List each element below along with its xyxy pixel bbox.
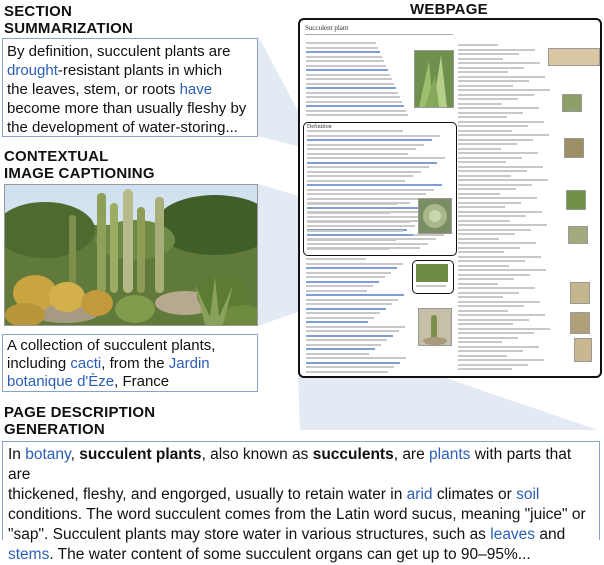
webpage-text-line: [306, 348, 375, 350]
arid-link[interactable]: arid: [406, 486, 433, 503]
webpage-text-line: [458, 76, 545, 78]
webpage-text-line: [307, 239, 396, 241]
webpage-text-line: [306, 258, 366, 260]
webpage-sidebar-image-5: [570, 282, 590, 304]
webpage-text-line: [458, 98, 518, 100]
webpage-text-line: [458, 242, 536, 244]
webpage-sidebar-image-3: [566, 190, 586, 210]
webpage-text-line: [458, 62, 540, 64]
webpage-text-line: [307, 175, 413, 177]
webpage-text-line: [458, 80, 529, 82]
webpage-text-line: [458, 152, 538, 154]
webpage-text-line: [306, 105, 404, 107]
webpage-sidebar-image-2: [564, 138, 584, 158]
webpage-text-line: [307, 171, 421, 173]
webpage-text-line: [307, 225, 393, 227]
webpage-text-line: [306, 362, 400, 364]
webpage-text-line: [307, 198, 387, 200]
webpage-text-line: [307, 221, 410, 223]
description-line-3: conditions. The word succulent comes from the Latin word sucus, meaning "juice" or: [8, 506, 586, 523]
succulent-garden-photo: [4, 184, 258, 326]
webpage-text-line: [306, 285, 373, 287]
webpage-text-line: [306, 114, 408, 116]
webpage-text-line: [306, 303, 392, 305]
webpage-sidebar-image-1: [562, 94, 582, 112]
webpage-text-line: [458, 256, 541, 258]
webpage-text-line: [306, 357, 406, 359]
webpage-text-line: [458, 355, 507, 357]
webpage-text-line: [306, 42, 376, 44]
webpage-text-line: [458, 359, 544, 361]
webpage-text-line: [306, 335, 393, 337]
webpage-text-line: [458, 130, 512, 132]
webpage-text-line: [458, 233, 515, 235]
page-description-box: [2, 441, 600, 563]
webpage-text-line: [458, 188, 516, 190]
webpage-text-line: [306, 276, 385, 278]
webpage-text-line: [307, 166, 429, 168]
webpage-text-line: [307, 144, 424, 146]
summary-line-3: the leaves, stem, or roots have: [7, 81, 213, 98]
webpage-text-line: [458, 296, 503, 298]
jardin-botanique-link[interactable]: botanique d'Èze: [7, 373, 115, 390]
webpage-text-line: [306, 263, 403, 265]
description-callout-wedge: [298, 376, 598, 430]
caption-line-3: botanique d'Èze, France: [7, 373, 170, 390]
webpage-text-line: [458, 337, 518, 339]
webpage-text-line: [458, 211, 542, 213]
webpage-text-line: [306, 65, 386, 67]
webpage-text-line: [458, 103, 502, 105]
webpage-text-line: [458, 161, 506, 163]
webpage-text-line: [307, 162, 437, 164]
webpage-text-line: [306, 290, 367, 292]
webpage-text-line: [458, 350, 523, 352]
webpage-text-line: [458, 319, 529, 321]
webpage-text-line: [307, 193, 426, 195]
webpage-text-line: [458, 179, 548, 181]
webpage-text-line: [458, 305, 524, 307]
webpage-text-line: [458, 125, 528, 127]
webpage-text-line: [307, 243, 406, 245]
webpage-text-line: [306, 308, 386, 310]
webpage-text-line: [458, 251, 504, 253]
webpage-text-line: [458, 116, 507, 118]
summary-line-5: the development of water-storing...: [7, 119, 238, 136]
webpage-text-line: [458, 278, 514, 280]
webpage-text-line: [458, 184, 532, 186]
webpage-text-line: [458, 112, 523, 114]
webpage-text-line: [307, 234, 413, 236]
webpage-text-line: [458, 301, 540, 303]
webpage-text-line: [307, 139, 432, 141]
webpage-text-line: [307, 203, 397, 205]
webpage-text-line: [458, 328, 550, 330]
webpage-text-line: [306, 69, 388, 71]
webpage-text-line: [458, 166, 543, 168]
webpage-text-line: [306, 92, 398, 94]
webpage-text-line: [458, 206, 505, 208]
webpage-text-line: [458, 274, 530, 276]
webpage-desert-image: [548, 48, 600, 66]
botany-link[interactable]: botany: [25, 446, 71, 463]
jardin-link[interactable]: Jardin: [168, 355, 210, 372]
caption-line-1: A collection of succulent plants,: [7, 337, 216, 354]
soil-link[interactable]: soil: [516, 486, 540, 503]
description-line-5: stems. The water content of some succulent organs can get up to 90–95%...: [8, 546, 531, 563]
webpage-text-line: [306, 353, 369, 355]
cacti-link[interactable]: cacti: [70, 355, 102, 372]
webpage-text-line: [307, 153, 408, 155]
webpage-text-line: [306, 344, 381, 346]
webpage-text-line: [306, 281, 379, 283]
webpage-text-line: [458, 139, 533, 141]
webpage-text-line: [458, 265, 509, 267]
contextual-captioning-heading: CONTEXTUAL IMAGE CAPTIONING: [4, 148, 155, 182]
webpage-sidebar-image-4: [568, 226, 588, 244]
webpage-text-line: [307, 180, 405, 182]
webpage-text-line: [458, 310, 508, 312]
webpage-text-line: [458, 224, 547, 226]
webpage-text-line: [458, 229, 531, 231]
webpage-text-line: [458, 323, 513, 325]
webpage-text-line: [306, 60, 384, 62]
webpage-text-line: [458, 368, 512, 370]
webpage-text-line: [458, 364, 528, 366]
webpage-heading: WEBPAGE: [410, 1, 488, 18]
webpage-text-line: [458, 346, 539, 348]
image-caption-box: [2, 334, 258, 392]
stems-link[interactable]: stems: [8, 546, 50, 563]
webpage-text-line: [306, 96, 400, 98]
description-line-1: In botany, succulent plants, also known as succulents, are plants with parts that are: [8, 446, 572, 483]
webpage-text-line: [458, 269, 546, 271]
drought-link[interactable]: drought: [7, 62, 58, 79]
webpage-text-line: [306, 78, 392, 80]
section-summarization-heading: SECTION SUMMARIZATION: [4, 3, 133, 37]
webpage-text-line: [458, 157, 522, 159]
webpage-text-line: [306, 312, 380, 314]
webpage-text-line: [458, 85, 513, 87]
webpage-text-line: [306, 299, 398, 301]
webpage-thumbnail: [298, 18, 602, 378]
description-line-4: "sap". Succulent plants may store water in various structures, such as leaves and: [8, 526, 566, 543]
webpage-text-line: [306, 272, 391, 274]
webpage-agave-image: [418, 198, 452, 234]
webpage-text-line: [307, 216, 400, 218]
webpage-text-line: [458, 44, 498, 46]
webpage-text-line: [306, 339, 387, 341]
caption-line-2: including cacti, from the Jardin: [7, 355, 210, 372]
webpage-text-line: [458, 197, 537, 199]
webpage-text-line: [458, 292, 519, 294]
plants-link[interactable]: plants: [429, 446, 471, 463]
webpage-text-line: [458, 238, 499, 240]
webpage-text-line: [307, 230, 403, 232]
webpage-text-line: [458, 67, 524, 69]
summary-line-1: By definition, succulent plants are: [7, 43, 231, 60]
webpage-text-line: [458, 148, 501, 150]
have-link[interactable]: have: [179, 81, 213, 98]
webpage-section-label: Definition: [307, 124, 332, 130]
webpage-text-line: [306, 267, 397, 269]
webpage-text-line: [458, 94, 534, 96]
webpage-text-line: [307, 135, 440, 137]
webpage-text-line: [306, 47, 378, 49]
webpage-text-line: [307, 184, 442, 186]
summary-line-2: drought-resistant plants in which: [7, 62, 223, 79]
webpage-text-line: [306, 83, 394, 85]
webpage-text-line: [307, 130, 403, 132]
webpage-text-line: [458, 341, 502, 343]
webpage-text-line: [306, 326, 405, 328]
webpage-text-line: [458, 121, 544, 123]
webpage-text-line: [307, 189, 434, 191]
webpage-text-line: [458, 134, 549, 136]
webpage-text-line: [306, 371, 388, 373]
description-line-2: thickened, fleshy, and engorged, usually to retain water in arid climates or soil: [8, 486, 540, 503]
webpage-text-line: [306, 366, 394, 368]
webpage-text-line: [458, 170, 527, 172]
webpage-text-line: [306, 56, 382, 58]
webpage-text-line: [458, 107, 539, 109]
webpage-text-line: [306, 110, 406, 112]
webpage-text-line: [458, 220, 510, 222]
webpage-sidebar-image-7: [574, 338, 592, 362]
webpage-sidebar-image-6: [570, 312, 590, 334]
leaves-link[interactable]: leaves: [490, 526, 536, 543]
webpage-text-line: [458, 193, 500, 195]
webpage-title: Succulent plant: [305, 24, 349, 32]
webpage-text-line: [458, 287, 535, 289]
webpage-text-line: [307, 157, 445, 159]
webpage-text-line: [307, 212, 390, 214]
webpage-text-line: [458, 58, 503, 60]
summary-line-4: become more than usually fleshy by: [7, 100, 247, 117]
webpage-text-line: [458, 202, 521, 204]
webpage-text-line: [306, 330, 399, 332]
webpage-text-line: [458, 53, 519, 55]
webpage-text-line: [306, 294, 404, 296]
webpage-text-line: [458, 49, 535, 51]
webpage-text-line: [306, 74, 390, 76]
webpage-text-line: [307, 207, 407, 209]
webpage-text-line: [306, 321, 368, 323]
webpage-text-line: [458, 175, 511, 177]
section-summary-box: [2, 38, 258, 137]
webpage-text-line: [306, 51, 380, 53]
webpage-image-callout: [412, 260, 454, 294]
webpage-text-line: [458, 247, 520, 249]
webpage-cactus-image: [418, 308, 452, 346]
webpage-text-line: [458, 143, 517, 145]
webpage-text-line: [307, 248, 389, 250]
webpage-text-line: [458, 283, 498, 285]
webpage-text-line: [458, 89, 550, 91]
webpage-text-line: [458, 314, 545, 316]
webpage-text-line: [306, 317, 374, 319]
page-description-heading: PAGE DESCRIPTION GENERATION: [4, 404, 156, 438]
webpage-text-line: [306, 101, 402, 103]
webpage-aloe-image: [414, 50, 454, 108]
webpage-text-line: [307, 148, 416, 150]
webpage-text-line: [458, 332, 534, 334]
webpage-text-line: [458, 71, 508, 73]
webpage-text-line: [306, 87, 396, 89]
webpage-text-line: [458, 260, 525, 262]
webpage-text-line: [458, 215, 526, 217]
